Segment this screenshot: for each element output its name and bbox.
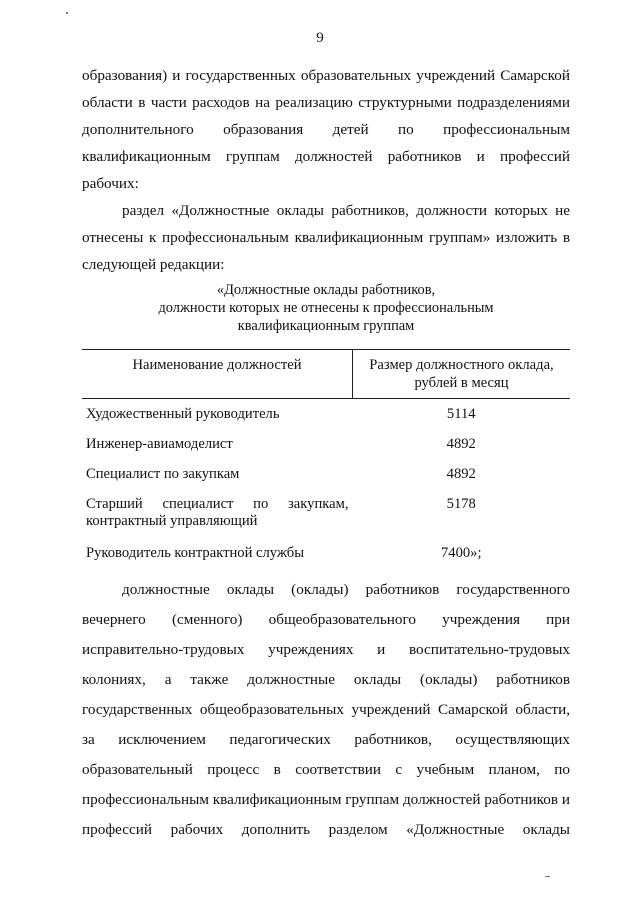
position-cell: Инженер-авиамоделист <box>86 435 233 452</box>
salary-cell: 7400»; <box>440 544 482 561</box>
position-cell: Художественный руководитель <box>86 406 280 422</box>
intro-line: области в части расходов на реализацию структурными подразделениями <box>82 94 570 111</box>
salary-cell: 4892 <box>446 435 476 452</box>
section-title <box>82 281 570 335</box>
closing-line: образовательный процесс в соответствии с учебным планом, по <box>82 761 570 778</box>
closing-line: исправительно-трудовых учреждениях и воспитательно-трудовых <box>82 641 570 658</box>
scan-mark <box>545 876 550 877</box>
closing-paragraph <box>82 575 570 845</box>
table-row <box>82 459 570 489</box>
table-row <box>82 399 570 429</box>
closing-line: вечернего (сменного) общеобразовательного учреждения при <box>82 611 570 628</box>
section-paragraph <box>82 197 570 278</box>
intro-line: дополнительного образования детей по профессиональным <box>82 121 570 138</box>
section-title-line: должности которых не отнесены к профессиональным <box>158 300 494 316</box>
section-line: отнесены к профессиональным квалификационным группам» изложить в <box>82 229 570 246</box>
scan-mark <box>66 12 68 14</box>
salary-cell: 4892 <box>446 465 476 482</box>
column-header-position: Наименование должностей <box>82 350 353 399</box>
closing-line: профессиональным квалификационным группам должностей работников и <box>82 791 570 808</box>
closing-line: профессий рабочих дополнить разделом «Должностные оклады <box>82 821 570 838</box>
salary-cell: 5114 <box>446 406 476 422</box>
table-row <box>82 538 570 568</box>
table-row <box>82 489 570 538</box>
closing-line: государственных общеобразовательных учреждений Самарской области, <box>82 701 570 718</box>
closing-line: колониях, а также должностные оклады (оклады) работников <box>82 671 570 688</box>
section-line: раздел «Должностные оклады работников, должности которых не <box>122 202 570 219</box>
closing-line: должностные оклады (оклады) работников государственного <box>122 581 570 598</box>
intro-line: рабочих: <box>82 175 139 192</box>
table-row <box>82 429 570 459</box>
table-header-row <box>82 350 570 399</box>
position-cell: Старший специалист по закупкам, контрактный управляющий <box>86 495 349 529</box>
intro-line: образования) и государственных образовательных учреждений Самарской <box>82 67 570 84</box>
page-number: 9 <box>316 30 324 46</box>
intro-line: квалификационным группам должностей работников и профессий <box>82 148 570 165</box>
closing-line: за исключением педагогических работников, осуществляющих <box>82 731 570 748</box>
salary-cell: 5178 <box>446 495 476 512</box>
section-title-line: квалификационным группам <box>237 318 415 334</box>
section-title-line: «Должностные оклады работников, <box>216 282 436 298</box>
intro-paragraph <box>82 62 570 197</box>
section-line: следующей редакции: <box>82 256 225 273</box>
position-cell: Специалист по закупкам <box>86 465 240 482</box>
column-header-salary: Размер должностного оклада, рублей в месяц <box>353 350 571 399</box>
salary-table <box>82 349 570 568</box>
position-cell: Руководитель контрактной службы <box>86 544 305 561</box>
